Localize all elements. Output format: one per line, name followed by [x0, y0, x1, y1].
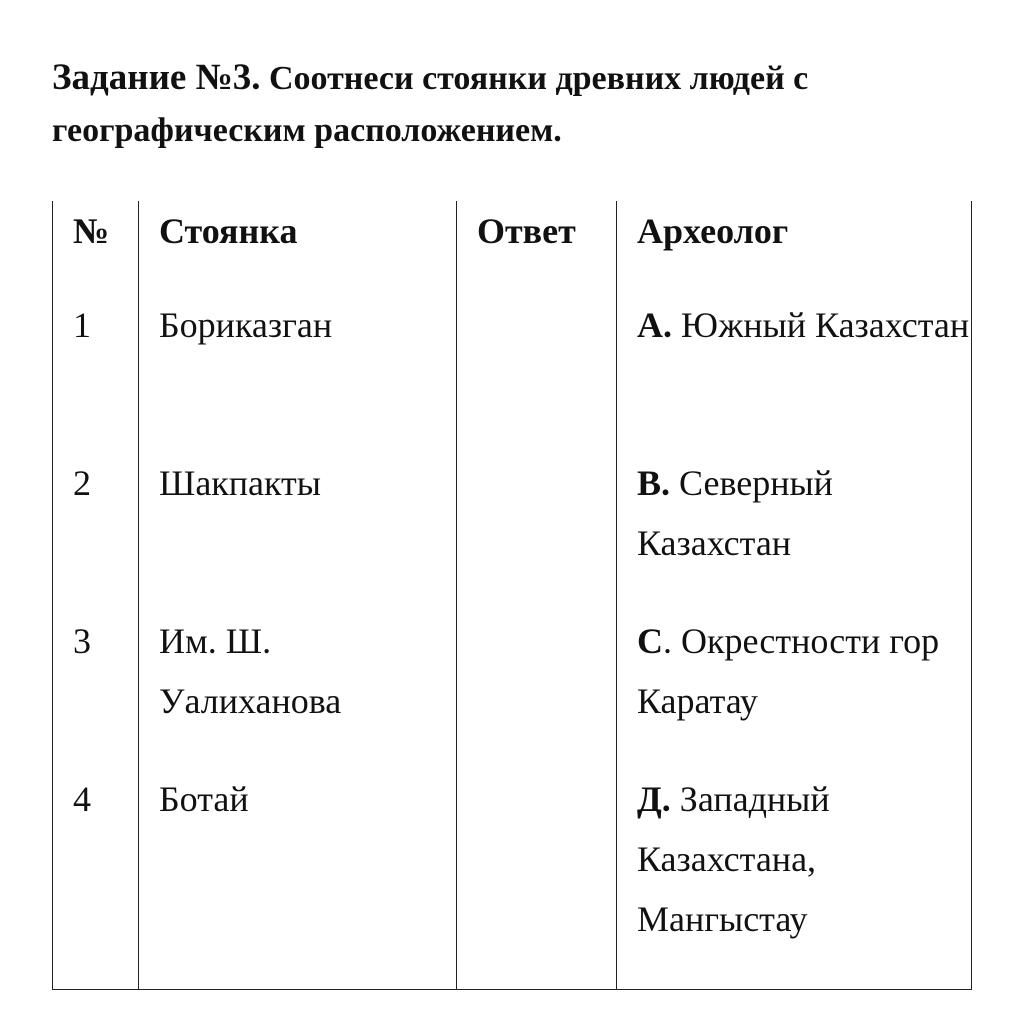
- matching-table: [52, 201, 972, 990]
- row-number: 3: [53, 611, 139, 769]
- site-name: Бориказган: [139, 295, 457, 453]
- site-name: Им. Ш. Уалиханова: [139, 611, 457, 769]
- option-letter: С: [637, 621, 663, 661]
- option-cell: [617, 769, 972, 990]
- table-row: [53, 769, 972, 990]
- table-row: [53, 611, 972, 769]
- header-archaeologist: Археолог: [617, 201, 972, 295]
- site-name: Ботай: [139, 769, 457, 990]
- row-number: 2: [53, 453, 139, 611]
- option-text: . Окрестности гор Каратау: [637, 621, 940, 721]
- site-name: Шакпакты: [139, 453, 457, 611]
- option-text: Южный Казахстан: [672, 305, 970, 345]
- answer-cell[interactable]: [457, 611, 617, 769]
- task-instruction: Соотнеси стоянки древних людей с географическим расположением.: [52, 60, 809, 149]
- task-title: [52, 52, 952, 157]
- option-text: Северный Казахстан: [637, 463, 833, 563]
- option-letter: Д.: [637, 779, 671, 819]
- option-cell: [617, 611, 972, 769]
- answer-cell[interactable]: [457, 295, 617, 453]
- table-header-row: [53, 201, 972, 295]
- option-text: Западный Казахстана, Мангыстау: [637, 779, 830, 939]
- option-letter: А.: [637, 305, 672, 345]
- header-number: №: [53, 201, 139, 295]
- header-answer: Ответ: [457, 201, 617, 295]
- answer-cell[interactable]: [457, 769, 617, 990]
- header-site: Стоянка: [139, 201, 457, 295]
- row-number: 4: [53, 769, 139, 990]
- option-cell: [617, 295, 972, 453]
- table-row: [53, 453, 972, 611]
- row-number: 1: [53, 295, 139, 453]
- answer-cell[interactable]: [457, 453, 617, 611]
- task-number: Задание №3.: [52, 57, 261, 98]
- table-row: [53, 295, 972, 453]
- option-letter: В.: [637, 463, 671, 503]
- option-cell: [617, 453, 972, 611]
